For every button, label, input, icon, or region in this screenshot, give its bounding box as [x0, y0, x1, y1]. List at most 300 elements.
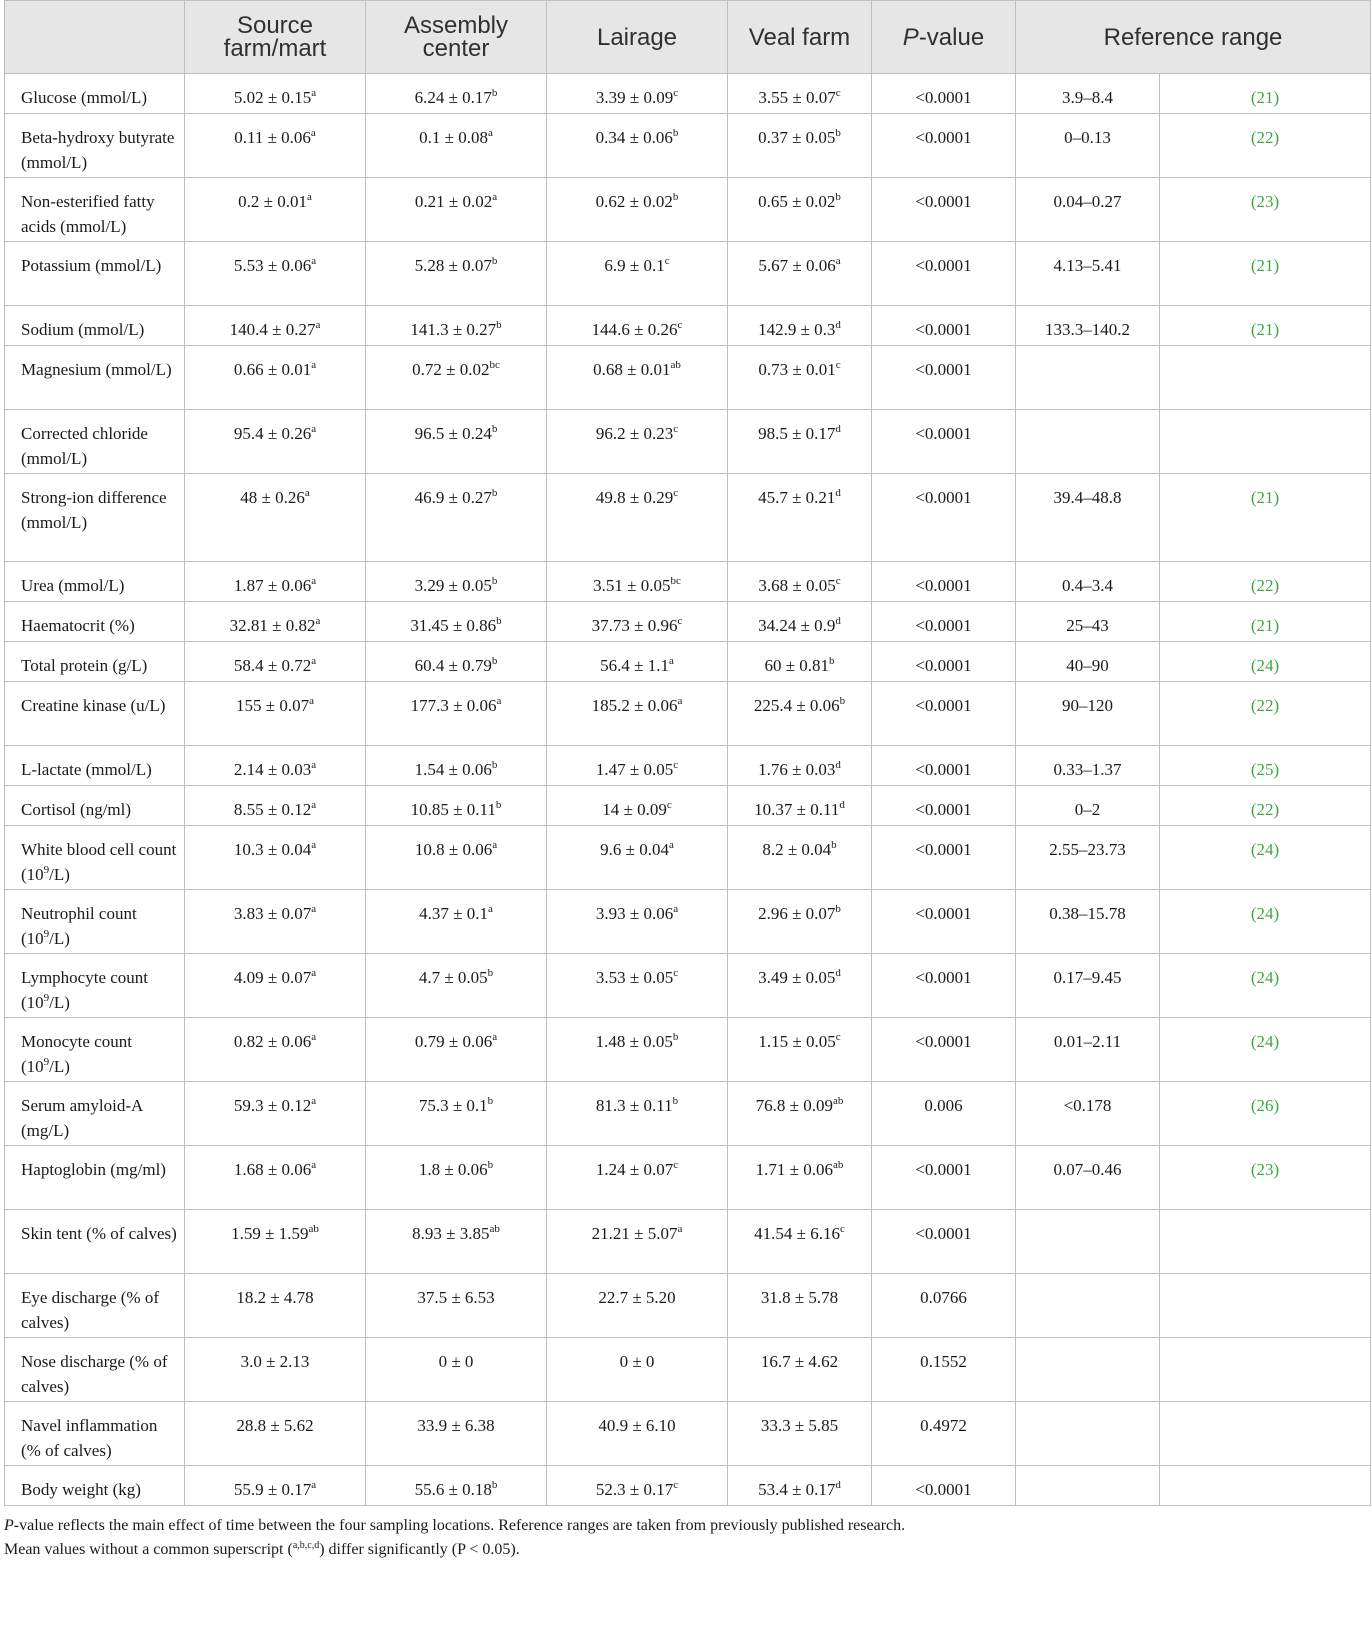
- cell-source: [185, 890, 366, 954]
- table-row: [5, 178, 1371, 242]
- footnote-sup-pre: Mean values without a common superscript (: [4, 1541, 293, 1558]
- cell-reference-range: [1016, 1210, 1160, 1274]
- cell-source: [185, 642, 366, 682]
- cell-veal: [728, 346, 872, 410]
- cell-veal-value: 0.37 ± 0.05: [758, 128, 836, 147]
- cell-source: [185, 474, 366, 562]
- cell-pvalue: <0.0001: [872, 1146, 1016, 1210]
- cell-lairage-sup: c: [673, 967, 679, 979]
- cell-lairage-value: 56.4 ± 1.1: [600, 656, 669, 675]
- cell-assembly-sup: a: [492, 839, 498, 851]
- row-label-tail: /L): [49, 992, 70, 1012]
- row-label: [5, 682, 185, 746]
- cell-lairage-sup: c: [677, 615, 683, 627]
- row-label-text: L-lactate (mmol/L): [21, 760, 152, 779]
- cell-assembly-sup: b: [491, 423, 498, 435]
- cell-source-sup: a: [306, 191, 312, 203]
- header-source: Source farm/mart: [185, 1, 366, 74]
- cell-assembly-value: 10.85 ± 0.11: [410, 800, 496, 819]
- cell-source: [185, 746, 366, 786]
- cell-reference-link[interactable]: (24): [1160, 890, 1371, 954]
- cell-reference-range: 3.9–8.4: [1016, 74, 1160, 114]
- row-label-text: Urea (mmol/L): [21, 576, 125, 595]
- cell-reference-link[interactable]: (21): [1160, 306, 1371, 346]
- header-veal: Veal farm: [728, 1, 872, 74]
- cell-source-value: 8.55 ± 0.12: [233, 800, 312, 819]
- cell-reference-link[interactable]: (26): [1160, 1082, 1371, 1146]
- cell-veal-sup: d: [835, 759, 841, 771]
- table-row: [5, 114, 1371, 178]
- cell-reference-range: [1016, 1274, 1160, 1338]
- cell-lairage-value: 1.47 ± 0.05: [595, 760, 674, 779]
- table-row: [5, 1082, 1371, 1146]
- cell-veal: [728, 1466, 872, 1506]
- cell-veal-sup: c: [835, 575, 841, 587]
- cell-assembly-value: 0.79 ± 0.06: [414, 1032, 493, 1051]
- cell-source-sup: a: [311, 655, 317, 667]
- cell-reference-link[interactable]: (22): [1160, 114, 1371, 178]
- cell-source-sup: a: [311, 967, 317, 979]
- cell-source-sup: a: [310, 127, 316, 139]
- cell-source-sup: a: [315, 319, 321, 331]
- cell-assembly-sup: b: [487, 1159, 494, 1171]
- cell-veal-value: 142.9 ± 0.3: [758, 320, 836, 339]
- cell-source-value: 140.4 ± 0.27: [229, 320, 316, 339]
- cell-source: [185, 1274, 366, 1338]
- table-row: [5, 1146, 1371, 1210]
- cell-reference-link[interactable]: (21): [1160, 74, 1371, 114]
- cell-lairage: [547, 826, 728, 890]
- cell-assembly: [366, 1466, 547, 1506]
- row-label: [5, 890, 185, 954]
- cell-assembly: [366, 306, 547, 346]
- row-label-text: Potassium (mmol/L): [21, 256, 162, 275]
- cell-reference-link[interactable]: (24): [1160, 642, 1371, 682]
- cell-assembly-value: 75.3 ± 0.1: [418, 1096, 488, 1115]
- cell-assembly-sup: bc: [489, 359, 500, 371]
- cell-source-value: 0.2 ± 0.01: [238, 192, 307, 211]
- cell-reference-link[interactable]: (24): [1160, 954, 1371, 1018]
- cell-pvalue: <0.0001: [872, 602, 1016, 642]
- row-label: [5, 1466, 185, 1506]
- cell-veal: [728, 178, 872, 242]
- cell-assembly-sup: b: [491, 87, 498, 99]
- cell-veal: [728, 1082, 872, 1146]
- cell-source: [185, 1466, 366, 1506]
- row-label-text: Eye discharge (% of calves): [21, 1288, 159, 1332]
- cell-veal-sup: d: [839, 799, 845, 811]
- cell-veal-value: 16.7 ± 4.62: [760, 1352, 839, 1371]
- cell-source: [185, 242, 366, 306]
- cell-lairage: [547, 114, 728, 178]
- cell-lairage: [547, 74, 728, 114]
- row-label-sup: 9: [43, 1055, 50, 1068]
- row-label: [5, 114, 185, 178]
- footnote-superscripts: [4, 1538, 1370, 1562]
- cell-assembly-sup: b: [495, 799, 502, 811]
- cell-lairage-value: 1.24 ± 0.07: [595, 1160, 674, 1179]
- cell-source-sup: a: [311, 1479, 317, 1491]
- cell-lairage-value: 0.34 ± 0.06: [595, 128, 673, 147]
- cell-assembly: [366, 410, 547, 474]
- cell-reference-link[interactable]: (22): [1160, 682, 1371, 746]
- cell-veal-sup: b: [835, 127, 841, 139]
- cell-reference-link: [1160, 1338, 1371, 1402]
- cell-veal-value: 60 ± 0.81: [764, 656, 830, 675]
- cell-lairage-value: 49.8 ± 0.29: [595, 488, 674, 507]
- row-label-tail: /L): [49, 928, 70, 948]
- cell-source-sup: a: [311, 1095, 317, 1107]
- cell-veal-value: 225.4 ± 0.06: [753, 696, 840, 715]
- cell-source-sup: a: [311, 255, 317, 267]
- cell-reference-link: [1160, 346, 1371, 410]
- cell-assembly-value: 5.28 ± 0.07: [414, 256, 492, 275]
- cell-veal-sup: c: [835, 359, 841, 371]
- cell-lairage-sup: a: [673, 903, 679, 915]
- header-row: [5, 1, 1371, 74]
- cell-lairage: [547, 602, 728, 642]
- cell-lairage: [547, 242, 728, 306]
- cell-lairage-sup: c: [673, 487, 679, 499]
- cell-lairage: [547, 410, 728, 474]
- row-label: [5, 746, 185, 786]
- cell-lairage-value: 3.53 ± 0.05: [595, 968, 674, 987]
- row-label: [5, 306, 185, 346]
- cell-reference-link[interactable]: (23): [1160, 1146, 1371, 1210]
- cell-source: [185, 74, 366, 114]
- cell-lairage: [547, 890, 728, 954]
- cell-assembly: [366, 786, 547, 826]
- table-row: [5, 1338, 1371, 1402]
- cell-source: [185, 306, 366, 346]
- row-label: [5, 1210, 185, 1274]
- cell-veal: [728, 410, 872, 474]
- row-label: [5, 74, 185, 114]
- cell-lairage: [547, 346, 728, 410]
- cell-source-value: 2.14 ± 0.03: [233, 760, 312, 779]
- cell-source: [185, 786, 366, 826]
- cell-assembly: [366, 1274, 547, 1338]
- row-label-text: Haptoglobin (mg/ml): [21, 1160, 166, 1179]
- cell-source-sup: a: [311, 759, 317, 771]
- row-label: [5, 1082, 185, 1146]
- cell-reference-range: 0.04–0.27: [1016, 178, 1160, 242]
- cell-assembly-value: 0.1 ± 0.08: [419, 128, 488, 147]
- cell-veal: [728, 746, 872, 786]
- cell-source-sup: a: [311, 1031, 317, 1043]
- cell-veal: [728, 1338, 872, 1402]
- cell-source: [185, 682, 366, 746]
- footnote-pvalue: [4, 1514, 1370, 1538]
- cell-veal-value: 1.76 ± 0.03: [758, 760, 836, 779]
- cell-assembly: [366, 346, 547, 410]
- cell-lairage: [547, 1146, 728, 1210]
- cell-pvalue: <0.0001: [872, 786, 1016, 826]
- cell-reference-range: [1016, 1466, 1160, 1506]
- table-row: [5, 1274, 1371, 1338]
- row-label-text: Neutrophil count (10: [21, 904, 137, 948]
- row-label: [5, 474, 185, 562]
- cell-source-value: 28.8 ± 5.62: [236, 1416, 314, 1435]
- cell-reference-link: [1160, 1274, 1371, 1338]
- cell-assembly-value: 177.3 ± 0.06: [410, 696, 497, 715]
- cell-reference-link[interactable]: (24): [1160, 826, 1371, 890]
- cell-source: [185, 602, 366, 642]
- cell-reference-range: 2.55–23.73: [1016, 826, 1160, 890]
- cell-reference-range: [1016, 1338, 1160, 1402]
- cell-veal: [728, 602, 872, 642]
- cell-lairage-sup: b: [672, 127, 679, 139]
- cell-lairage-sup: c: [673, 759, 679, 771]
- cell-assembly: [366, 114, 547, 178]
- cell-assembly-sup: b: [496, 319, 502, 331]
- cell-veal-value: 0.73 ± 0.01: [758, 360, 836, 379]
- cell-lairage: [547, 1210, 728, 1274]
- cell-reference-link[interactable]: (22): [1160, 786, 1371, 826]
- cell-veal: [728, 954, 872, 1018]
- cell-source-sup: a: [315, 615, 321, 627]
- table-row: [5, 474, 1371, 562]
- cell-source-sup: a: [311, 799, 317, 811]
- row-label-text: Sodium (mmol/L): [21, 320, 145, 339]
- cell-veal-sup: d: [835, 319, 841, 331]
- cell-lairage-sup: c: [673, 87, 679, 99]
- cell-lairage: [547, 1082, 728, 1146]
- table-row: [5, 1466, 1371, 1506]
- cell-lairage-value: 9.6 ± 0.04: [600, 840, 669, 859]
- cell-source-value: 10.3 ± 0.04: [233, 840, 312, 859]
- cell-assembly: [366, 242, 547, 306]
- header-reference: Reference range: [1016, 1, 1371, 74]
- row-label: [5, 1146, 185, 1210]
- row-label: [5, 242, 185, 306]
- cell-pvalue: <0.0001: [872, 826, 1016, 890]
- cell-assembly: [366, 474, 547, 562]
- cell-assembly-value: 0.72 ± 0.02: [412, 360, 490, 379]
- cell-source: [185, 410, 366, 474]
- row-label-text: Creatine kinase (u/L): [21, 696, 166, 715]
- cell-reference-range: [1016, 410, 1160, 474]
- cell-assembly: [366, 1018, 547, 1082]
- cell-pvalue: <0.0001: [872, 1466, 1016, 1506]
- cell-lairage: [547, 1274, 728, 1338]
- cell-source-value: 5.02 ± 0.15: [233, 88, 312, 107]
- cell-lairage-sup: a: [677, 1223, 683, 1235]
- footnote-sup-letters: a,b,c,d: [292, 1540, 320, 1551]
- cell-reference-link: [1160, 1210, 1371, 1274]
- cell-source: [185, 562, 366, 602]
- cell-assembly: [366, 178, 547, 242]
- row-label-text: Navel inflammation (% of calves): [21, 1416, 158, 1460]
- cell-lairage: [547, 954, 728, 1018]
- row-label-text: Beta-hydroxy butyrate (mmol/L): [21, 128, 175, 172]
- cell-veal-value: 3.68 ± 0.05: [758, 576, 836, 595]
- cell-reference-link[interactable]: (21): [1160, 602, 1371, 642]
- cell-source-sup: ab: [308, 1223, 319, 1235]
- cell-source-sup: a: [309, 695, 314, 707]
- cell-lairage-sup: c: [666, 799, 672, 811]
- cell-source-value: 1.87 ± 0.06: [233, 576, 312, 595]
- cell-reference-range: 0.4–3.4: [1016, 562, 1160, 602]
- results-table: [4, 0, 1371, 1506]
- cell-source: [185, 1146, 366, 1210]
- cell-pvalue: <0.0001: [872, 114, 1016, 178]
- cell-source-value: 1.68 ± 0.06: [233, 1160, 312, 1179]
- row-label: [5, 346, 185, 410]
- cell-reference-link[interactable]: (24): [1160, 1018, 1371, 1082]
- table-row: [5, 74, 1371, 114]
- cell-pvalue: <0.0001: [872, 682, 1016, 746]
- cell-veal-value: 5.67 ± 0.06: [758, 256, 836, 275]
- cell-assembly: [366, 746, 547, 786]
- row-label-text: Non-esterified fatty acids (mmol/L): [21, 192, 155, 236]
- cell-veal-sup: b: [835, 191, 841, 203]
- cell-lairage-value: 144.6 ± 0.26: [591, 320, 678, 339]
- cell-source: [185, 954, 366, 1018]
- cell-assembly-sup: b: [487, 967, 494, 979]
- header-pvalue: [872, 1, 1016, 74]
- cell-veal-sup: ab: [832, 1159, 844, 1171]
- cell-veal-sup: c: [835, 1031, 841, 1043]
- header-blank: [5, 1, 185, 74]
- cell-reference-link[interactable]: (21): [1160, 242, 1371, 306]
- row-label: [5, 954, 185, 1018]
- cell-assembly-sup: b: [491, 575, 498, 587]
- cell-assembly-sup: a: [492, 191, 498, 203]
- cell-source-value: 1.59 ± 1.59: [231, 1224, 309, 1243]
- cell-veal-sup: c: [839, 1223, 845, 1235]
- cell-veal-sup: ab: [832, 1095, 844, 1107]
- cell-pvalue: <0.0001: [872, 74, 1016, 114]
- cell-assembly: [366, 562, 547, 602]
- cell-lairage-value: 22.7 ± 5.20: [598, 1288, 676, 1307]
- table-row: [5, 306, 1371, 346]
- cell-source: [185, 114, 366, 178]
- cell-veal-sup: d: [835, 1479, 841, 1491]
- cell-reference-link[interactable]: (22): [1160, 562, 1371, 602]
- cell-source-value: 0.66 ± 0.01: [233, 360, 312, 379]
- cell-veal-value: 10.37 ± 0.11: [754, 800, 840, 819]
- cell-reference-range: 0–0.13: [1016, 114, 1160, 178]
- cell-reference-link: [1160, 410, 1371, 474]
- cell-assembly: [366, 642, 547, 682]
- cell-source-sup: a: [311, 423, 317, 435]
- table-row: [5, 1402, 1371, 1466]
- cell-assembly: [366, 890, 547, 954]
- cell-veal: [728, 562, 872, 602]
- table-row: [5, 562, 1371, 602]
- cell-lairage-sup: c: [673, 1479, 679, 1491]
- cell-reference-link[interactable]: (23): [1160, 178, 1371, 242]
- cell-reference-link[interactable]: (21): [1160, 474, 1371, 562]
- row-label-sup: 9: [43, 863, 50, 876]
- footnote-sup-post: ) differ significantly (P < 0.05).: [319, 1541, 520, 1558]
- cell-lairage-sup: a: [668, 839, 674, 851]
- cell-source-sup: a: [311, 839, 317, 851]
- cell-source-value: 95.4 ± 0.26: [233, 424, 312, 443]
- cell-pvalue: <0.0001: [872, 954, 1016, 1018]
- cell-pvalue: 0.1552: [872, 1338, 1016, 1402]
- row-label-text: Nose discharge (% of calves): [21, 1352, 168, 1396]
- table-body: [5, 74, 1371, 1506]
- header-lairage: Lairage: [547, 1, 728, 74]
- cell-source-value: 58.4 ± 0.72: [233, 656, 312, 675]
- cell-assembly-sup: a: [492, 1031, 498, 1043]
- table-row: [5, 682, 1371, 746]
- cell-veal: [728, 826, 872, 890]
- cell-lairage-value: 96.2 ± 0.23: [595, 424, 674, 443]
- cell-veal-value: 33.3 ± 5.85: [760, 1416, 839, 1435]
- cell-veal-sup: d: [835, 423, 841, 435]
- cell-source: [185, 346, 366, 410]
- cell-pvalue: <0.0001: [872, 346, 1016, 410]
- cell-veal-sup: a: [835, 255, 841, 267]
- cell-pvalue: 0.0766: [872, 1274, 1016, 1338]
- row-label-text: Strong-ion difference (mmol/L): [21, 488, 167, 532]
- cell-pvalue: <0.0001: [872, 410, 1016, 474]
- cell-reference-link: [1160, 1402, 1371, 1466]
- cell-reference-range: <0.178: [1016, 1082, 1160, 1146]
- row-label: [5, 602, 185, 642]
- cell-veal-value: 1.15 ± 0.05: [758, 1032, 836, 1051]
- cell-source-sup: a: [311, 1159, 317, 1171]
- cell-veal: [728, 242, 872, 306]
- cell-pvalue: <0.0001: [872, 562, 1016, 602]
- cell-veal-value: 1.71 ± 0.06: [755, 1160, 833, 1179]
- header-assembly: Assembly center: [366, 1, 547, 74]
- cell-lairage: [547, 1018, 728, 1082]
- row-label-text: Lymphocyte count (10: [21, 968, 149, 1012]
- cell-lairage: [547, 786, 728, 826]
- row-label: [5, 786, 185, 826]
- cell-veal: [728, 890, 872, 954]
- cell-lairage: [547, 178, 728, 242]
- table-row: [5, 890, 1371, 954]
- cell-assembly-sup: ab: [489, 1223, 500, 1235]
- cell-assembly: [366, 1146, 547, 1210]
- cell-assembly-sup: a: [487, 903, 493, 915]
- cell-reference-range: 4.13–5.41: [1016, 242, 1160, 306]
- cell-reference-link[interactable]: (25): [1160, 746, 1371, 786]
- cell-veal: [728, 1018, 872, 1082]
- cell-lairage-sup: c: [664, 255, 670, 267]
- cell-lairage-value: 3.93 ± 0.06: [595, 904, 674, 923]
- cell-source: [185, 826, 366, 890]
- table-row: [5, 346, 1371, 410]
- footnotes: [4, 1514, 1370, 1562]
- cell-source-sup: a: [304, 487, 310, 499]
- row-label: [5, 1338, 185, 1402]
- cell-reference-range: 133.3–140.2: [1016, 306, 1160, 346]
- cell-pvalue: 0.4972: [872, 1402, 1016, 1466]
- cell-assembly: [366, 1338, 547, 1402]
- cell-veal: [728, 682, 872, 746]
- cell-source-value: 3.0 ± 2.13: [240, 1352, 310, 1371]
- cell-lairage-value: 0.68 ± 0.01: [593, 360, 671, 379]
- cell-assembly-value: 4.37 ± 0.1: [419, 904, 488, 923]
- cell-veal: [728, 74, 872, 114]
- cell-assembly-value: 46.9 ± 0.27: [414, 488, 492, 507]
- cell-pvalue: <0.0001: [872, 642, 1016, 682]
- cell-assembly: [366, 826, 547, 890]
- cell-assembly-value: 33.9 ± 6.38: [417, 1416, 495, 1435]
- row-label-text: Haematocrit (%): [21, 616, 135, 635]
- row-label-tail: /L): [49, 864, 70, 884]
- row-label: [5, 1018, 185, 1082]
- cell-veal-value: 41.54 ± 6.16: [754, 1224, 840, 1243]
- cell-reference-range: 40–90: [1016, 642, 1160, 682]
- cell-lairage-value: 6.9 ± 0.1: [604, 256, 665, 275]
